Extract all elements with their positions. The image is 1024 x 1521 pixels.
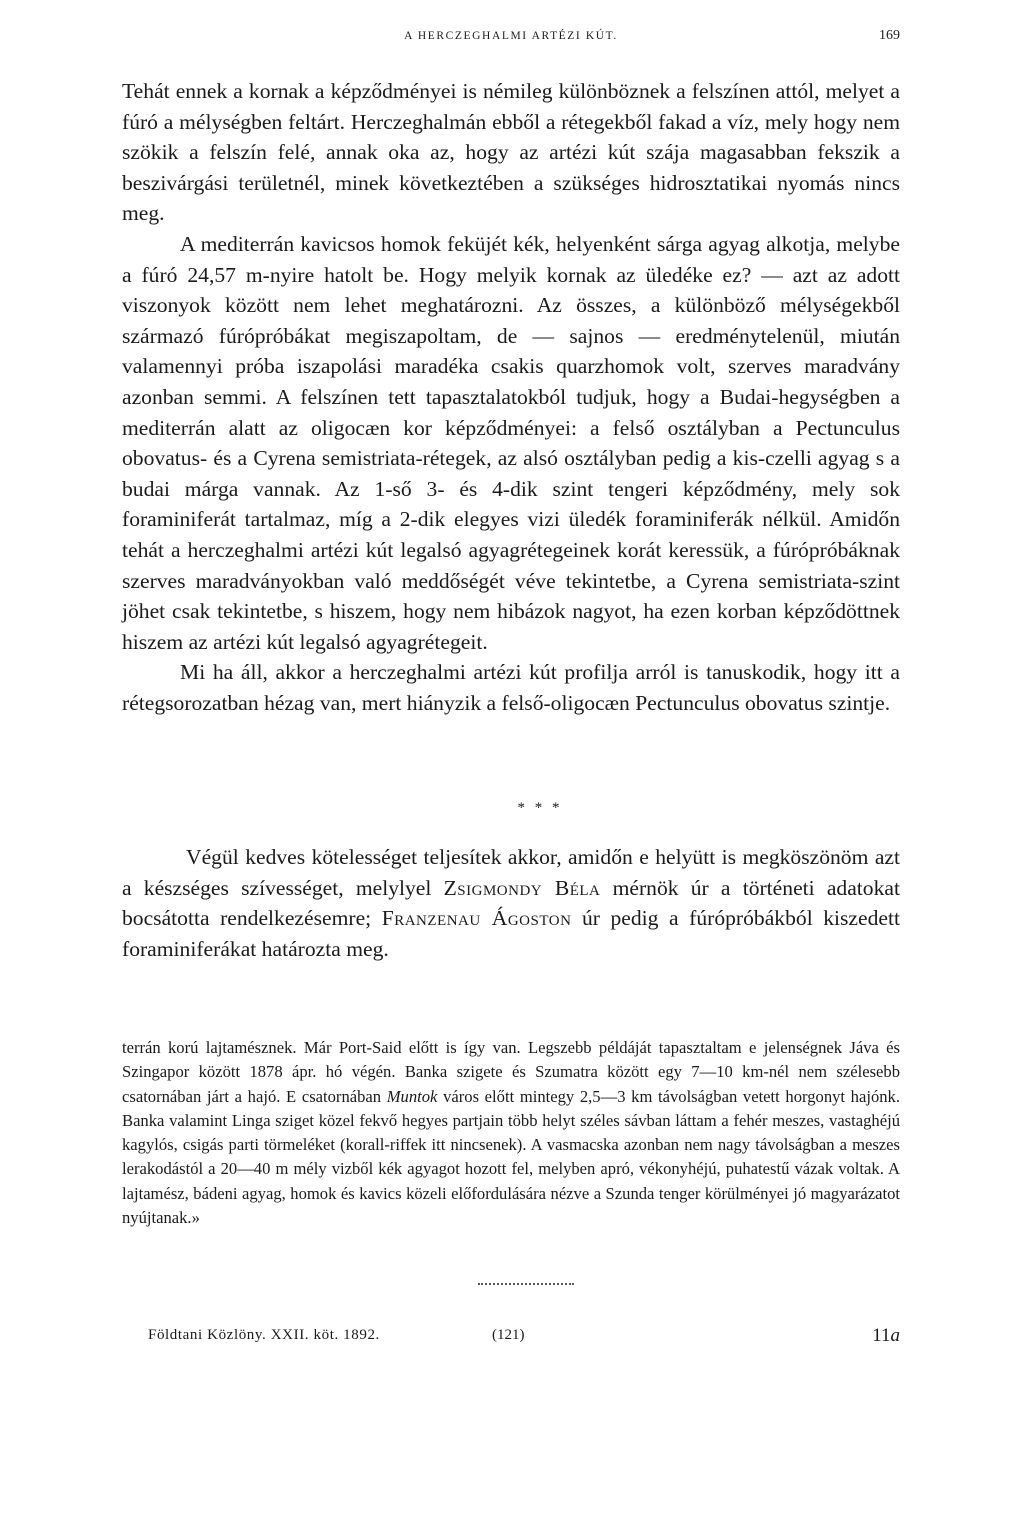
signature-mark (872, 1325, 900, 1347)
acknowledgement (122, 842, 900, 964)
signature-letter: a (890, 1325, 900, 1346)
main-text (122, 76, 900, 718)
paragraph-1: Tehát ennek a kornak a képződményei is némileg különböznek a felszínen attól, melyet a fúró a mélységben feltárt. Herczeghalmán ebből a rétegekből fakad a víz, mely hogy nem szökik a felszín felé, annak oka az, hogy az artézi kút szája magasabban fekszik a beszivárgási területnél, minek következtében a szükséges hidrosztatikai nyomás nincs meg. (122, 79, 900, 226)
page-footer (122, 1325, 900, 1349)
person-name-franzenau: Franzenau Ágoston (381, 906, 572, 931)
paragraph-3: Mi ha áll, akkor a herczeghalmi artézi kút profilja arról is tanuskodik, hogy itt a rétegsorozatban hézag van, mert hiányzik a felső-oligocæn Pectunculus obovatus szintje. (122, 660, 900, 715)
running-head (122, 26, 900, 48)
ack-text-3: úr pedig a fúrópróbákból kiszedett foraminiferákat határozta meg. (122, 906, 900, 961)
footnote-text-2: város előtt mintegy 2,5—3 km távolságban vetett horgonyt hajónk. Banka valamint Linga sziget közel fekvő hegyes partjain több helyt széles sávban láttam a fehér meszes, vastaghéjú kagylós, csigás parti törmeléket (korall-riffek itt nincsenek). A vasmacska azonban nem nagy távolságban a meszes lerakodástól a 20—40 m mély vizből kék agyagot hozott fel, melyben apró, vékonyhéjú, puhatestű vázak voltak. A lajtamész, bádeni agyag, homok és kavics közeli előfordulására nézve a Szunda tenger körülményei jó magyarázatot nyújtanak.» (122, 1086, 900, 1228)
footnote-paragraph (122, 1036, 900, 1230)
person-name-zsigmondy: Zsigmondy Béla (443, 875, 601, 900)
signature-number: 11 (872, 1325, 891, 1346)
original-page-ref: (121) (492, 1327, 525, 1343)
footnote (122, 1036, 900, 1230)
page-number: 169 (879, 28, 900, 43)
acknowledgement-paragraph (122, 842, 900, 964)
running-head-title: A HERCZEGHALMI ARTÉZI KÚT. (404, 30, 618, 42)
footnote-text-1: terrán korú lajtamésznek. Már Port-Said előtt is így van. Legszebb példáját tapasztaltam e jelenségnek Jáva és Szingapor között 1878 ápr. hó végén. Banka szigete és Szumatra között egy 7—10 km-nél nem szélesebb csatornában járt a hajó. E csatornában (122, 1038, 900, 1106)
section-asterism: * * * (517, 800, 563, 816)
paragraph-2: A mediterrán kavicsos homok feküjét kék, helyenként sárga agyag alkotja, melybe a fúró 24,57 m-nyire hatolt be. Hogy melyik kornak az üledéke ez? — azt az adott viszonyok között nem lehet meghatározni. Az összes, a különböző mélységekből származó fúrópróbákat megiszapoltam, de — sajnos — eredménytelenül, miután valamennyi próba iszapolási maradéka csakis quarzhomok volt, szerves maradvány azonban semmi. A felszínen tett tapasztalatokból tudjuk, hogy a Budai-hegységben a mediterrán alatt az oligocæn kor képződményei: a felső osztályban a Pectunculus obovatus- és a Cyrena semistriata-rétegek, az alsó osztályban pedig a kis-czelli agyag s a budai márga vannak. Az 1-ső 3- és 4-dik szint tengeri képződmény, mely sok foraminiferát tartalmaz, míg a 2-dik elegyes vizi üledék foraminiferák nélkül. Amidőn tehát a herczeghalmi artézi kút legalsó agyagrétegeinek korát keressük, a fúrópróbáknak szerves maradványokban való meddőségét véve tekintetbe, a Cyrena semistriata-szint jöhet csak tekintetbe, s hiszem, hogy nem hibázok nagyot, ha ezen korban képződöttnek hiszem az artézi kút legalsó agyagrétegeit. (122, 231, 900, 654)
ack-text-2: mérnök úr a történeti adatokat bocsátotta rendelkezésemre; (122, 875, 900, 931)
ack-text-1: Végül kedves kötelességet teljesítek akkor, amidőn e helyütt is megköszönöm azt a készséges szívességet, melylyel (122, 845, 900, 900)
footnote-end-rule (478, 1283, 574, 1285)
footnote-place-name: Muntok (386, 1086, 438, 1106)
journal-citation: Földtani Közlöny. XXII. köt. 1892. (148, 1327, 380, 1343)
